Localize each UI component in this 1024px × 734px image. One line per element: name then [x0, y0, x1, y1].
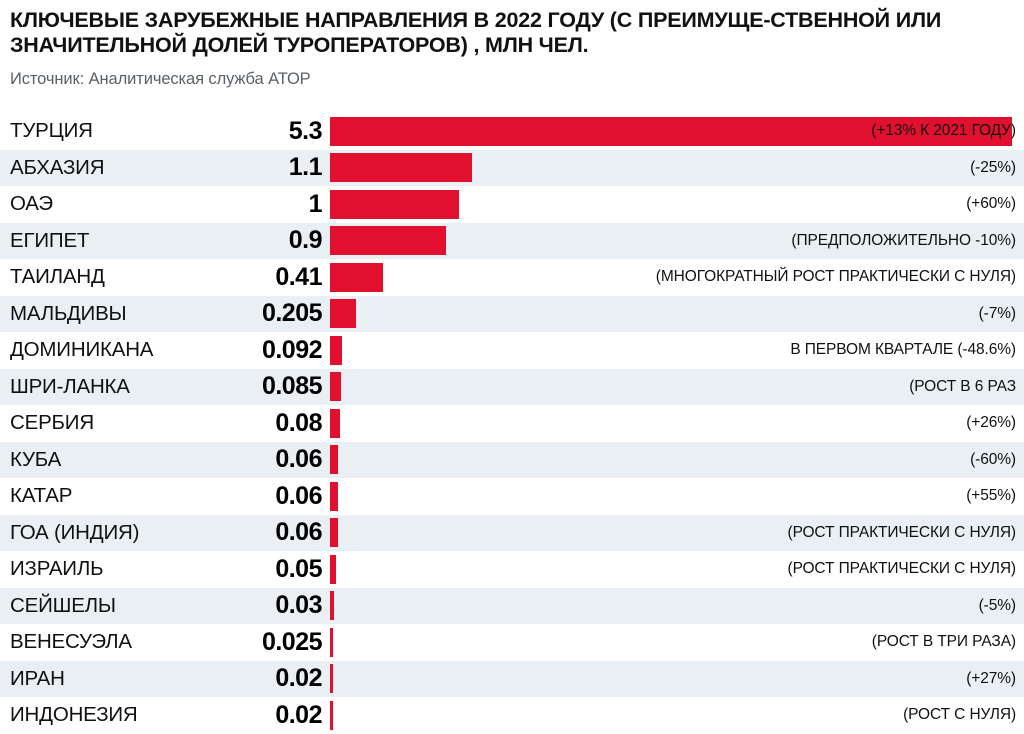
category-label: КУБА [10, 447, 62, 471]
bar-track [330, 296, 1024, 333]
chart-row [0, 150, 1024, 187]
annotation-label: В ПЕРВОМ КВАРТАЛЕ (-48.6%) [790, 341, 1016, 359]
bar [330, 664, 333, 693]
value-label: 5.3 [288, 116, 322, 145]
bar [330, 518, 338, 547]
chart-row [0, 369, 1024, 406]
chart-row [0, 405, 1024, 442]
value-label: 0.085 [261, 372, 322, 401]
bar [330, 153, 472, 182]
bar [330, 591, 334, 620]
category-label: ИЗРАИЛЬ [10, 557, 104, 581]
value-label: 0.02 [275, 700, 322, 729]
bar-track [330, 186, 1024, 223]
value-label: 0.205 [261, 299, 322, 328]
chart-row [0, 515, 1024, 552]
category-label: ДОМИНИКАНА [10, 338, 154, 362]
chart-row [0, 332, 1024, 369]
bar-track [330, 588, 1024, 625]
annotation-label: (РОСТ ПРАКТИЧЕСКИ С НУЛЯ) [787, 560, 1016, 578]
annotation-label: (РОСТ В 6 РАЗ [909, 377, 1016, 395]
annotation-label: (ПРЕДПОЛОЖИТЕЛЬНО -10%) [791, 231, 1016, 249]
bar-track [330, 405, 1024, 442]
bar-track [330, 551, 1024, 588]
value-label: 0.05 [275, 554, 322, 583]
category-label: МАЛЬДИВЫ [10, 301, 127, 325]
annotation-label: (+27%) [966, 669, 1016, 687]
annotation-label: (+26%) [966, 414, 1016, 432]
value-label: 0.025 [261, 627, 322, 656]
bar [330, 190, 459, 219]
annotation-label: (-25%) [970, 158, 1016, 176]
bar [330, 628, 333, 657]
bar-track [330, 332, 1024, 369]
bar [330, 263, 383, 292]
category-label: ШРИ-ЛАНКА [10, 374, 130, 398]
annotation-label: (МНОГОКРАТНЫЙ РОСТ ПРАКТИЧЕСКИ С НУЛЯ) [655, 268, 1016, 286]
value-label: 0.9 [288, 226, 322, 255]
bar-track [330, 697, 1024, 734]
annotation-label: (+60%) [966, 195, 1016, 213]
bar [330, 336, 342, 365]
annotation-label: (-60%) [970, 450, 1016, 468]
chart-row [0, 697, 1024, 734]
bar [330, 701, 333, 730]
bar [330, 226, 446, 255]
annotation-label: (+13% К 2021 ГОДУ) [871, 122, 1016, 140]
chart-row [0, 296, 1024, 333]
bar-track [330, 150, 1024, 187]
bar-track [330, 223, 1024, 260]
category-label: ВЕНЕСУЭЛА [10, 630, 132, 654]
category-label: ГОА (ИНДИЯ) [10, 520, 140, 544]
bar-track [330, 515, 1024, 552]
annotation-label: (РОСТ В ТРИ РАЗА) [871, 633, 1016, 651]
value-label: 0.092 [261, 335, 322, 364]
value-label: 0.06 [275, 481, 322, 510]
chart-row [0, 186, 1024, 223]
chart-row [0, 588, 1024, 625]
category-label: КАТАР [10, 484, 73, 508]
category-label: СЕРБИЯ [10, 411, 94, 435]
bar-track [330, 478, 1024, 515]
chart-row [0, 113, 1024, 150]
chart-row [0, 551, 1024, 588]
value-label: 1.1 [288, 153, 322, 182]
bar [330, 555, 336, 584]
category-label: ИРАН [10, 666, 65, 690]
chart-header [0, 0, 1024, 89]
annotation-label: (-5%) [978, 596, 1016, 614]
bar [330, 299, 356, 328]
chart-row [0, 223, 1024, 260]
value-label: 0.06 [275, 518, 322, 547]
bar-track [330, 113, 1024, 150]
bar-track [330, 661, 1024, 698]
category-label: ТУРЦИЯ [10, 119, 93, 143]
category-label: АБХАЗИЯ [10, 155, 105, 179]
bar-track [330, 369, 1024, 406]
value-label: 0.06 [275, 445, 322, 474]
annotation-label: (-7%) [978, 304, 1016, 322]
chart-row [0, 624, 1024, 661]
category-label: СЕЙШЕЛЫ [10, 593, 116, 617]
value-label: 0.08 [275, 408, 322, 437]
category-label: ОАЭ [10, 192, 53, 216]
value-label: 1 [308, 189, 322, 218]
annotation-label: (+55%) [966, 487, 1016, 505]
source-line: Источник: Аналитическая служба АТОР [10, 69, 311, 88]
annotation-label: (РОСТ С НУЛЯ) [903, 706, 1016, 724]
chart-row [0, 259, 1024, 296]
chart-row [0, 661, 1024, 698]
bar [330, 409, 340, 438]
value-label: 0.02 [275, 664, 322, 693]
category-label: ЕГИПЕТ [10, 228, 90, 252]
value-label: 0.03 [275, 591, 322, 620]
chart-row [0, 442, 1024, 479]
page-title: КЛЮЧЕВЫЕ ЗАРУБЕЖНЫЕ НАПРАВЛЕНИЯ В 2022 ГОДУ (С ПРЕИМУЩЕ-СТВЕННОЙ ИЛИ ЗНАЧИТЕЛЬНОЙ ДОЛЕЙ ТУРОПЕРАТОРОВ) , МЛН ЧЕЛ. [10, 8, 942, 57]
bar [330, 482, 338, 511]
bar-chart [0, 113, 1024, 734]
value-label: 0.41 [275, 262, 322, 291]
chart-row [0, 478, 1024, 515]
annotation-label: (РОСТ ПРАКТИЧЕСКИ С НУЛЯ) [787, 523, 1016, 541]
bar [330, 445, 338, 474]
bar-track [330, 624, 1024, 661]
category-label: ТАИЛАНД [10, 265, 105, 289]
bar-track [330, 259, 1024, 296]
bar-track [330, 442, 1024, 479]
bar [330, 372, 341, 401]
category-label: ИНДОНЕЗИЯ [10, 703, 138, 727]
